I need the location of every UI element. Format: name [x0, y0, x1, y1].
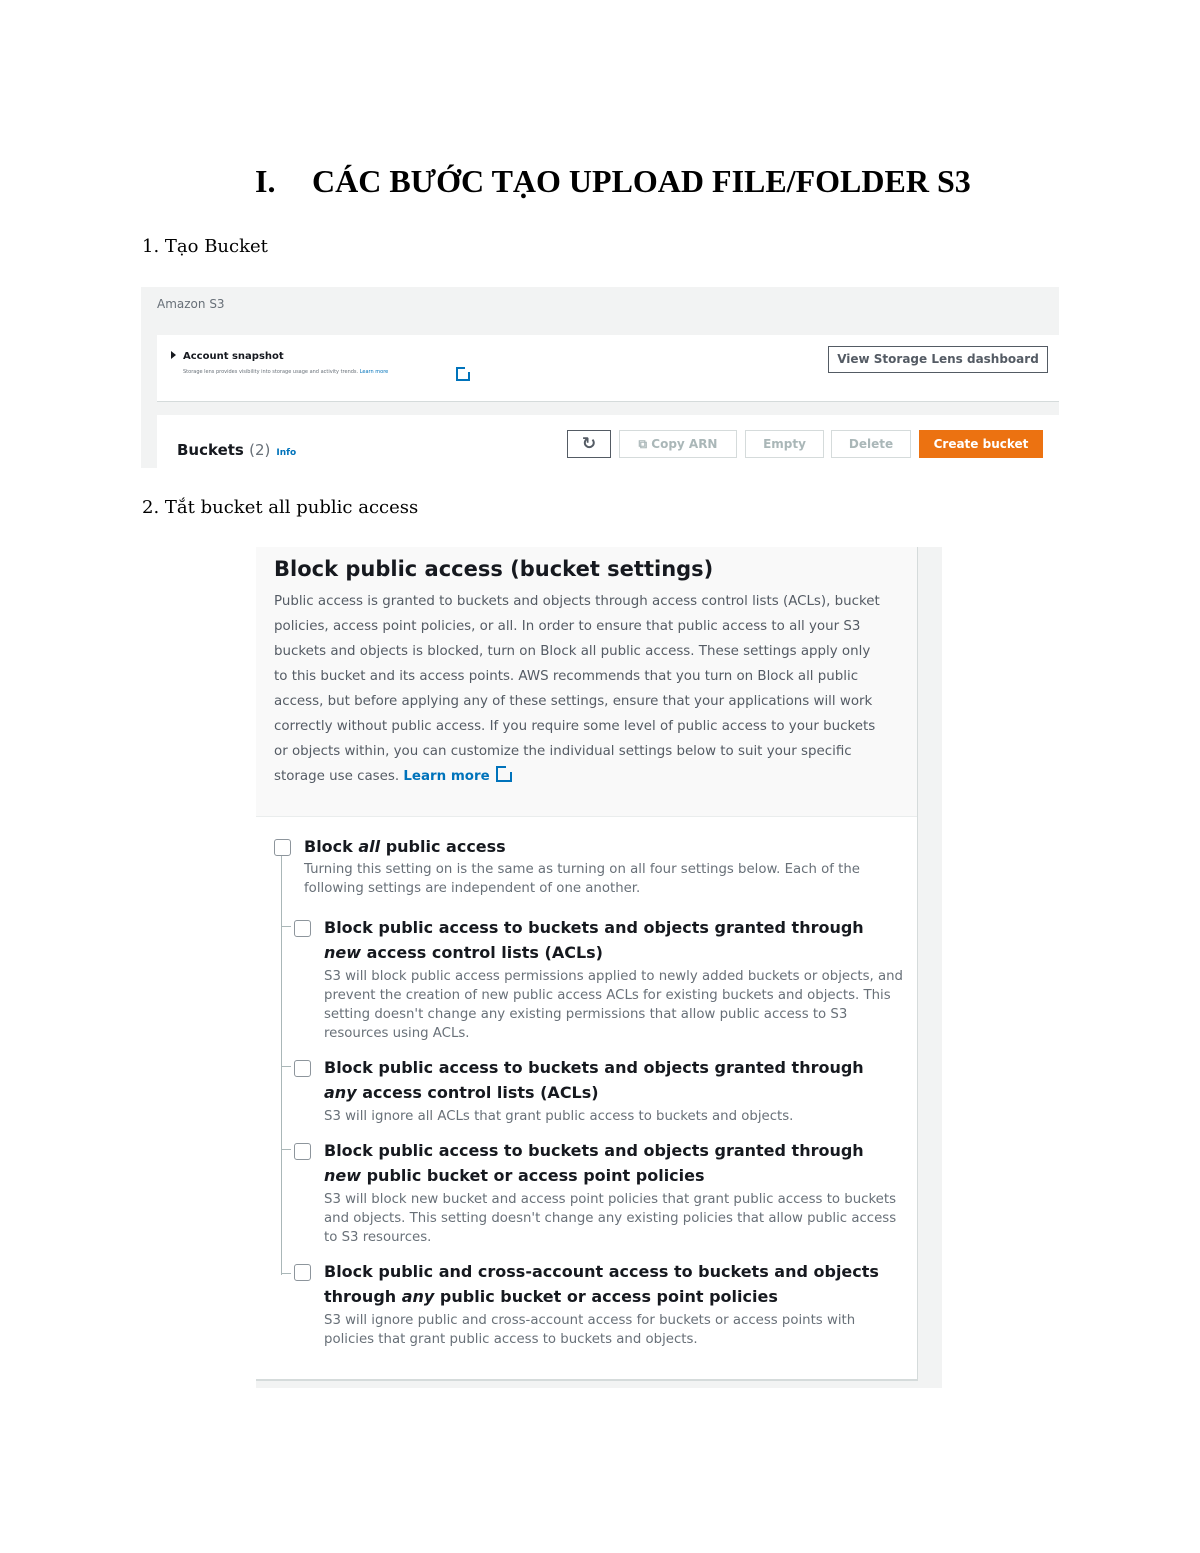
account-snapshot-subtitle: Storage lens provides visibility into storage usage and activity trends. Learn more — [183, 369, 389, 375]
copy-arn-button[interactable]: ⧉ Copy ARN — [619, 430, 737, 458]
external-link-icon[interactable] — [456, 367, 470, 381]
account-snapshot-title[interactable]: Account snapshot — [183, 351, 284, 362]
refresh-button[interactable] — [567, 430, 611, 458]
tree-branch — [282, 1066, 291, 1067]
option-new-acl-checkbox[interactable] — [294, 920, 311, 937]
option-any-acl-title: Block public access to buckets and objects granted through any access control lists (ACLs) — [324, 1058, 864, 1102]
learn-more-link[interactable]: Learn more — [403, 769, 490, 784]
info-link[interactable]: Info — [276, 448, 297, 458]
buckets-title: Buckets (2) Info — [177, 441, 297, 459]
step-2-label: 2. Tắt bucket all public access — [142, 497, 419, 518]
copy-icon: ⧉ — [638, 437, 652, 451]
section-title: CÁC BƯỚC TẠO UPLOAD FILE/FOLDER S3 — [312, 163, 971, 199]
block-all-checkbox[interactable] — [274, 839, 291, 856]
view-storage-lens-button[interactable]: View Storage Lens dashboard — [828, 346, 1048, 373]
settings-panel — [256, 547, 918, 1381]
option-any-policy-checkbox[interactable] — [294, 1264, 311, 1281]
panel-title: Block public access (bucket settings) — [274, 557, 714, 581]
block-all-description: Turning this setting on is the same as turning on all four settings below. Each of the following settings are independent of one another. — [304, 862, 860, 896]
section-heading — [255, 163, 971, 200]
option-new-acl-description: S3 will block public access permissions applied to newly added buckets or objects, and prevent the creation of new public access ACLs for existing buckets and objects. This setting doesn't change any existing permissions that allow public access to S3 resources using ACLs. — [324, 969, 903, 1041]
panel-description: Public access is granted to buckets and objects through access control lists (ACLs), bucket policies, access point policies, or all. In order to ensure that public access to all your S3 buckets and objects is blocked, turn on Block all public access. These settings apply only to this bucket and its access points. AWS recommends that you turn on Block all public access, but before applying any of these settings, ensure that your applications will work correctly without public access. If you require some level of public access to your buckets or objects within, you can customize the individual settings below to suit your specific storage use cases. Learn more — [274, 594, 880, 784]
option-any-policy-description: S3 will ignore public and cross-account access for buckets or access points with policies that grant public access to buckets and objects. — [324, 1313, 856, 1347]
option-any-acl-description: S3 will ignore all ACLs that grant public access to buckets and objects. — [324, 1109, 794, 1124]
block-all-title: Block all public access — [304, 837, 506, 856]
learn-more-link[interactable]: Learn more — [359, 369, 389, 375]
refresh-icon: ↻ — [581, 434, 597, 454]
option-any-acl-checkbox[interactable] — [294, 1060, 311, 1077]
option-new-policy-title: Block public access to buckets and objects granted through new public bucket or access point policies — [324, 1141, 864, 1185]
empty-button[interactable]: Empty — [745, 430, 824, 458]
buckets-count: (2) — [249, 441, 271, 459]
tree-branch — [282, 926, 291, 927]
delete-button[interactable]: Delete — [831, 430, 911, 458]
s3-console-screenshot — [141, 287, 1059, 468]
option-new-policy-checkbox[interactable] — [294, 1143, 311, 1160]
breadcrumb[interactable]: Amazon S3 — [157, 297, 225, 311]
step-1-label: 1. Tạo Bucket — [142, 236, 268, 257]
external-link-icon[interactable] — [496, 766, 512, 782]
buckets-panel — [157, 415, 1059, 468]
tree-line — [281, 855, 291, 1275]
option-new-acl-title: Block public access to buckets and objects granted through new access control lists (ACLs) — [324, 918, 864, 962]
option-new-policy-description: S3 will block new bucket and access point policies that grant public access to buckets and objects. This setting doesn't change any existing policies that allow public access to S3 resources. — [324, 1192, 897, 1245]
create-bucket-button[interactable]: Create bucket — [919, 430, 1043, 458]
option-any-policy-title: Block public and cross-account access to buckets and objects through any public bucket or access point policies — [324, 1262, 879, 1306]
section-number: I. — [255, 163, 276, 199]
tree-branch — [282, 1149, 291, 1150]
panel-header — [256, 547, 917, 817]
block-public-access-screenshot — [256, 547, 942, 1388]
tree-branch — [282, 1273, 291, 1274]
